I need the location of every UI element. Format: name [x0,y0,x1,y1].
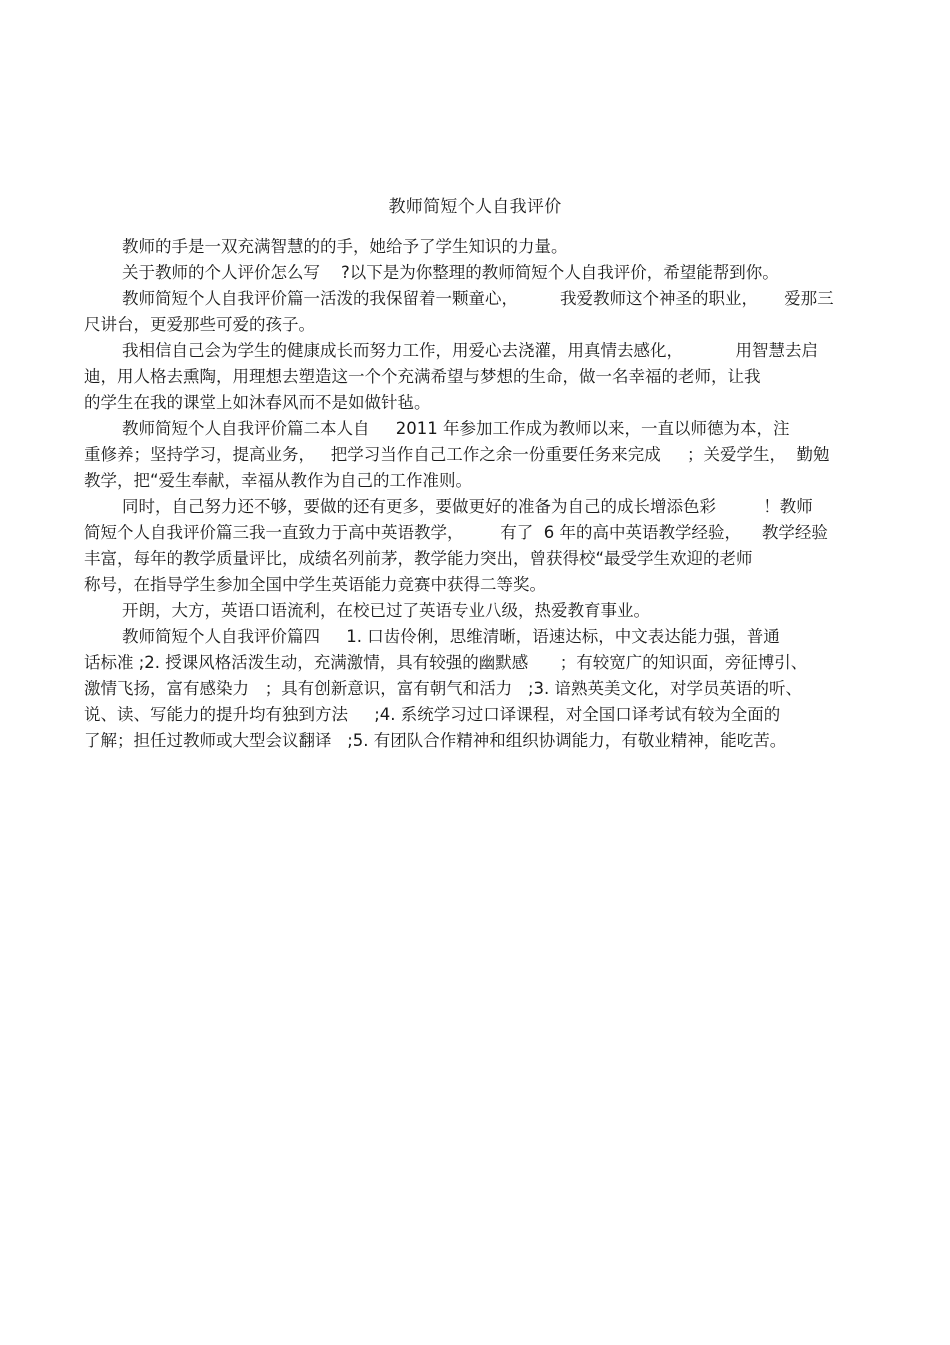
text-line: 同时，自己努力还不够，要做的还有更多，要做更好的准备为自己的成长增添色彩 ！教师 [122,497,813,516]
text-line: 重修养；坚持学习，提高业务， 把学习当作自己工作之余一份重要任务来完成 ；关爱学生， 勤勉 [84,445,830,464]
text-line: 激情飞扬，富有感染力 ；具有创新意识，富有朝气和活力 ;3. 谙熟英美文化，对学员英语的听、 [84,679,803,698]
paragraph-question [84,260,866,286]
text-line: 简短个人自我评价篇三我一直致力于高中英语教学， 有了 6 年的高中英语教学经验， 教学经验 [84,523,828,542]
text-line: 丰富，每年的教学质量评比，成绩名列前茅，教学能力突出，曾获得校“最受学生欢迎的老师 [84,549,753,568]
text-line: 我相信自己会为学生的健康成长而努力工作，用爱心去浇灌，用真情去感化， 用智慧去启 [122,341,818,360]
text-line: 教师简短个人自我评价篇一活泼的我保留着一颗童心， 我爱教师这个神圣的职业， 爱那三 [122,289,834,308]
text-line: 的学生在我的课堂上如沐春风而不是如做针毡。 [84,393,431,412]
text-line: 尺讲台，更爱那些可爱的孩子。 [84,315,315,334]
text-line: 教师的手是一双充满智慧的的手，她给予了学生知识的力量。 [122,237,568,256]
text-line: 关于教师的个人评价怎么写 ?以下是为你整理的教师简短个人自我评价，希望能帮到你。 [122,263,779,282]
paragraph-intro [84,234,866,260]
paragraph-evaluation-one [84,286,866,338]
text-line: 开朗，大方，英语口语流利，在校已过了英语专业八级，热爱教育事业。 [122,601,650,620]
paragraph-evaluation-three [84,494,866,598]
paragraph-personality [84,598,866,624]
text-line: 了解；担任过教师或大型会议翻译 ;5. 有团队合作精神和组织协调能力，有敬业精神，能吃苦。 [84,731,787,750]
document-body [84,234,866,754]
text-line: 说、读、写能力的提升均有独到方法 ;4. 系统学习过口译课程，对全国口译考试有较为全面的 [84,705,781,724]
paragraph-evaluation-two [84,416,866,494]
paragraph-belief [84,338,866,416]
text-line: 教学，把“爱生奉献，幸福从教作为自己的工作准则。 [84,471,473,490]
text-line: 迪，用人格去熏陶，用理想去塑造这一个个充满希望与梦想的生命，做一名幸福的老师，让我 [84,367,761,386]
text-line: 教师简短个人自我评价篇二本人自 2011 年参加工作成为教师以来，一直以师德为本，注 [122,419,790,438]
text-line: 教师简短个人自我评价篇四 1. 口齿伶俐，思维清晰，语速达标，中文表达能力强，普通 [122,627,780,646]
text-line: 称号，在指导学生参加全国中学生英语能力竞赛中获得二等奖。 [84,575,546,594]
text-line: 话标准 ;2. 授课风格活泼生动，充满激情，具有较强的幽默感 ；有较宽广的知识面，旁征博引、 [84,653,808,672]
document-title: 教师简短个人自我评价 [388,197,562,217]
paragraph-evaluation-four [84,624,866,754]
